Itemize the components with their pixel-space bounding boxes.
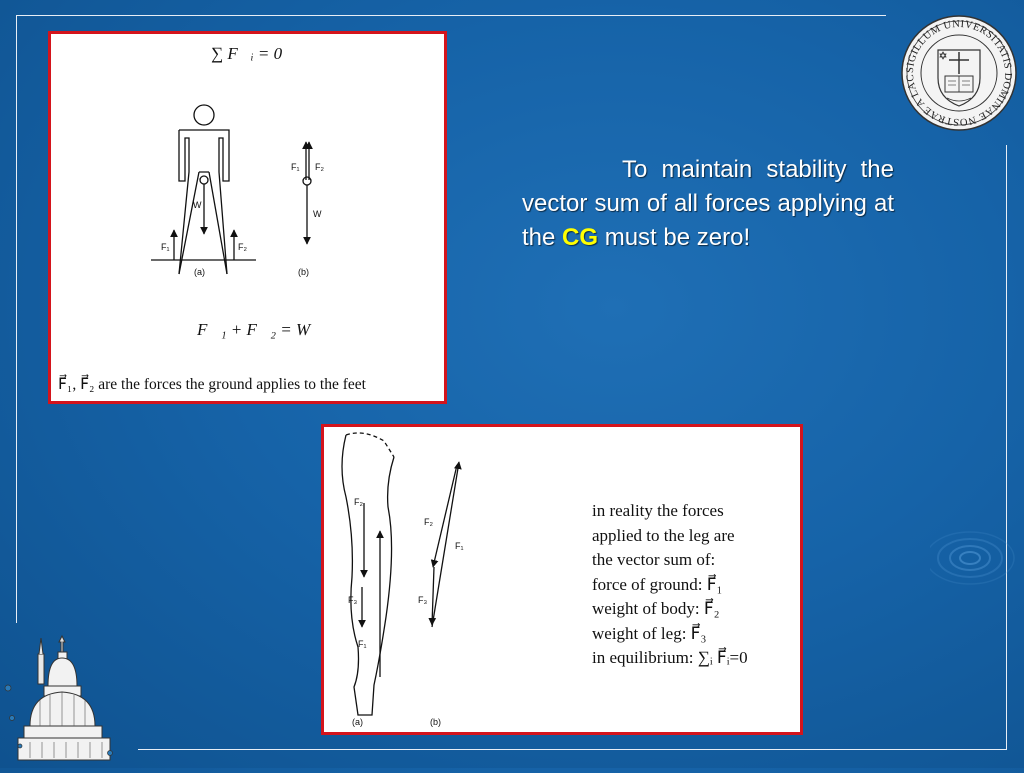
equation-f1-plus-f2: F⃗₁ + F⃗₂ = W [197, 320, 311, 339]
frame-line-right [1006, 145, 1007, 750]
leg-label-f2: F₂ [354, 497, 363, 507]
fig-b-label: (b) [298, 267, 309, 277]
seal-text: SIGILLUM UNIVERSITATIS DOMINAE NOSTRAE A LAC [904, 18, 1014, 128]
frame-line-bottom [138, 749, 1007, 750]
leg-label-f3: F₃ [348, 595, 358, 605]
reality-line: in reality the forces [592, 501, 724, 520]
vector-label-f1: F₁ [455, 541, 464, 551]
equation-sum-forces: ∑ F⃗ᵢ = 0 [211, 44, 283, 63]
label-f2-b: F₂ [315, 162, 324, 172]
reality-explanation [592, 499, 748, 671]
cg-highlight: CG [562, 224, 599, 251]
reality-line: applied to the leg are [592, 525, 735, 545]
figure-panel-top [48, 31, 447, 404]
caption-ground-forces: F⃗₁, F⃗₂ are the forces the ground applies to the feet [58, 376, 366, 393]
fig-a-label: (a) [194, 267, 205, 277]
fig-b-label-bottom: (b) [430, 717, 441, 727]
label-f1-a: F₁ [161, 242, 170, 252]
university-seal [900, 14, 1018, 132]
vector-label-f3: F₃ [418, 595, 428, 605]
label-w-a: W [193, 200, 202, 210]
leg-label-f1: F₁ [358, 639, 367, 649]
reality-line: weight of body: F⃗₂ [592, 599, 720, 618]
vector-label-f2: F₂ [424, 517, 433, 527]
reality-line: weight of leg: F⃗₃ [592, 623, 707, 643]
main-text-after: must be zero! [604, 224, 751, 251]
frame-line-top [16, 15, 886, 16]
reality-line: force of ground: F⃗₁ [592, 574, 723, 594]
figure-panel-bottom [321, 424, 803, 735]
label-f1-b: F₁ [291, 162, 300, 172]
reality-line: the vector sum of: [592, 550, 716, 569]
main-text-before: To maintain stability the vector sum of all forces applying at the [522, 156, 894, 251]
golden-dome-illustration [0, 628, 125, 768]
label-f2-a: F₂ [238, 242, 247, 252]
water-ripple-decoration [930, 530, 1020, 590]
reality-line: in equilibrium: ∑ᵢ F⃗ᵢ=0 [592, 648, 748, 667]
frame-line-left [16, 15, 17, 623]
label-w-b: W [313, 209, 322, 219]
main-text [522, 153, 894, 255]
stick-figure-diagram [51, 34, 444, 401]
fig-a-label-bottom: (a) [352, 717, 363, 727]
